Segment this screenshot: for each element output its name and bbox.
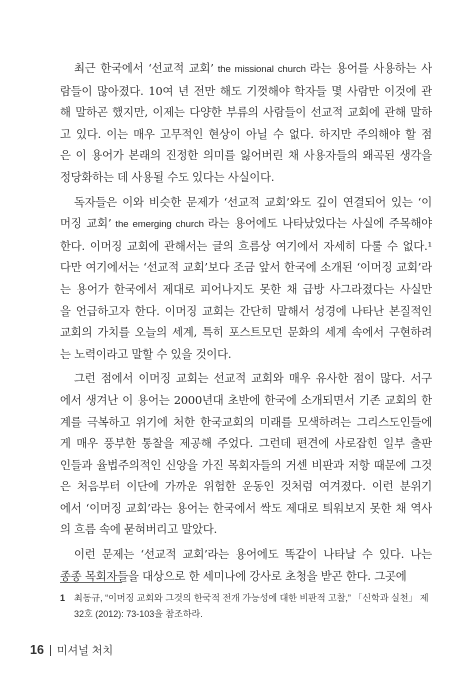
text-segment: 람들이 많아졌다. 10여 년 전만 해도 기껏해야 학자들 몇 사람만 이것에 관 [60,84,432,98]
text-segment: 정당화하는 데 사용될 수도 있다는 사실이다. [60,170,275,184]
footnote-number: 1 [60,593,66,603]
text-line [60,476,432,498]
text-line [60,390,432,412]
footnote-text-line-2: 32호 (2012): 73-103을 참조하라. [74,609,203,619]
body-text [60,58,432,590]
paragraph [60,368,432,541]
text-segment: 다만 여기에서는 ‘선교적 교회’보다 조금 앞서 한국에 소개된 ‘이머징 교회’라 [60,261,432,275]
text-segment: 독자들은 이와 비슷한 문제가 ‘선교적 교회’와도 깊이 연결되어 있는 ‘이 [74,195,432,209]
text-segment: 인들과 율법주의적인 신앙을 가진 목회자들의 거센 비판과 저항 때문에 그것 [60,458,432,472]
text-segment: 이런 문제는 ‘선교적 교회’라는 용어에도 똑같이 나타날 수 있다. 나는 [74,548,432,562]
text-segment: 게 매우 풍부한 통찰을 제공해 주었다. 그런데 편견에 사로잡힌 일부 출판 [60,437,432,451]
text-line [60,257,432,279]
text-line [60,192,432,214]
paragraph [60,58,432,189]
text-segment: 고 있다. 이는 매우 고무적인 현상이 아닐 수 없다. 하지만 주의해야 할 점 [60,127,432,141]
text-line [60,124,432,146]
text-segment: 종종 목회자들을 대상으로 한 세미나에 강사로 초청을 받곤 한다. 그곳에 [60,569,407,583]
text-segment: 라는 용어를 사용하는 사 [309,62,432,75]
text-line [60,344,432,366]
text-line [60,519,432,541]
text-segment: 은 이 용어가 본래의 진정한 의미를 잃어버린 채 사용자들의 왜곡된 생각을 [60,149,432,163]
text-line [60,236,432,258]
text-line [60,544,432,566]
footnote-divider [60,582,122,583]
text-line [60,167,432,189]
paragraph [60,544,432,587]
text-segment: 계를 극복하고 위기에 처한 한국교회의 미래를 모색하려는 그리스도인들에 [60,415,432,429]
text-segment: 을 언급하고자 한다. 이머징 교회는 간단히 말해서 성경에 나타난 본질적인 [60,304,432,318]
text-line [60,433,432,455]
text-segment: 그런 점에서 이머징 교회는 선교적 교회와 매우 유사한 점이 많다. 서구 [74,372,432,386]
text-line [60,368,432,390]
english-term: the missional church [213,64,310,75]
text-line [60,102,432,124]
text-segment: 는 용어가 한국에서 제대로 피어나지도 못한 채 급방 사그라졌다는 사실만 [60,282,432,296]
text-line [60,81,432,103]
footnote-text-line-1: 최동규, “이머징 교회와 그것의 한국적 전개 가능성에 대한 비판적 고찰,” 「신학과 실천」 제 [74,593,429,603]
text-segment: 는 노력이라고 말할 수 있을 것이다. [60,347,232,361]
text-segment: 에서 생겨난 이 용어는 2000년대 초반에 한국에 소개되면서 기존 교회의 한 [60,393,432,407]
text-line [60,566,432,588]
text-segment: 한다. 이머징 교회에 관해서는 글의 흐름상 여기에서 자세히 다룰 수 없다.¹ [60,239,432,253]
text-line [60,145,432,167]
text-segment: 해 말하곤 했지만, 이제는 다양한 부류의 사람들이 선교적 교회에 관해 말하 [60,106,432,120]
english-term: the emerging church [111,219,208,231]
text-segment: 은 처음부터 이단에 가까운 위험한 운동인 것처럼 여겨졌다. 이런 분위기 [60,480,432,494]
text-segment: 머징 교회’ [60,217,112,231]
text-line [60,213,432,236]
text-line [60,455,432,477]
text-line [60,322,432,344]
text-segment: 최근 한국에서 ‘선교적 교회’ [74,62,214,75]
text-segment: 에서 ‘이머징 교회’라는 용어는 한국에서 싹도 제대로 틔워보지 못한 채 역사 [60,501,432,515]
text-segment: 라는 용어에도 나타났었다는 사실에 주목해야 [207,217,432,231]
text-segment: 교회의 가치를 오늘의 세계, 특히 포스트모던 문화의 세계 속에서 구현하려 [60,326,432,340]
running-title: 미셔널 처치 [56,645,114,657]
footnote [60,590,432,622]
footer-separator [50,645,51,656]
page-footer [30,642,113,658]
paragraph [60,192,432,366]
text-line [60,279,432,301]
text-segment: 의 흐름 속에 묻혀버리고 말았다. [60,523,218,537]
text-line [60,412,432,434]
text-line [60,301,432,323]
text-line [60,498,432,520]
text-line [60,58,432,81]
page-number: 16 [30,643,44,657]
